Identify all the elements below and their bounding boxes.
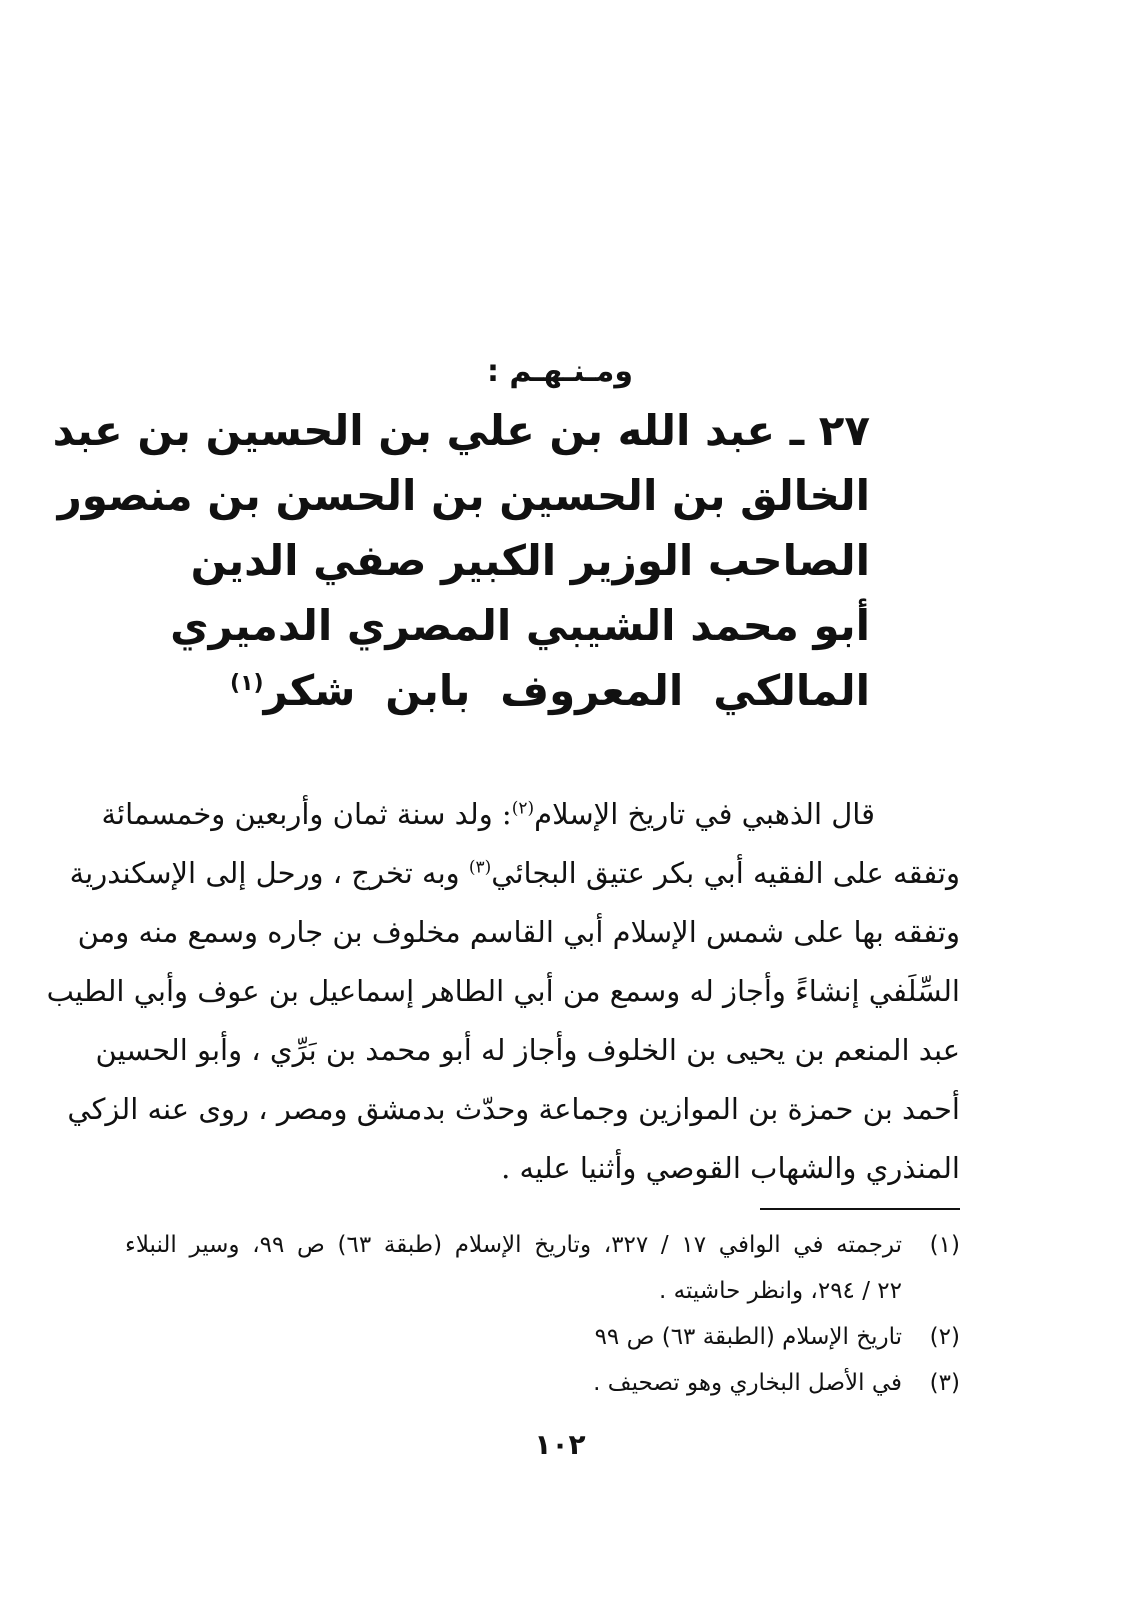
- body-text-segment: : ولد سنة ثمان وأربعين وخمسمائة: [101, 797, 512, 831]
- body-paragraph: [46, 785, 960, 1198]
- entry-heading-line: الصاحب الوزير الكبير صفي الدين: [190, 536, 870, 585]
- body-text-segment: وبه تخرج ، ورحل إلى الإسكندرية: [69, 856, 469, 890]
- footnote-line: ترجمته في الوافي ١٧ / ٣٢٧، وتاريخ الإسلام (طبقة ٦٣) ص ٩٩، وسير النبلاء: [125, 1232, 903, 1258]
- entry-heading-line-last: [230, 658, 870, 723]
- section-intro: ومـنـهـم :: [486, 354, 633, 389]
- body-line: السِّلَفي إنشاءً وأجاز له وسمع من أبي الطاهر إسماعيل بن عوف وأبي الطيب: [46, 974, 960, 1008]
- body-line: أحمد بن حمزة بن الموازين وجماعة وحدّث بدمشق ومصر ، روى عنه الزكي: [67, 1092, 960, 1126]
- footnotes: [125, 1222, 960, 1406]
- footnote-number: (١): [929, 1232, 960, 1258]
- body-text-segment: وتفقه على الفقيه أبي بكر عتيق البجائي: [491, 856, 960, 890]
- footnote-number: (٣): [929, 1370, 960, 1396]
- entry-heading: [52, 398, 870, 723]
- footnote-text: [125, 1360, 902, 1406]
- page-number: ١٠٢: [534, 1428, 586, 1461]
- footnote-divider: [760, 1208, 960, 1210]
- footnote: [125, 1222, 960, 1314]
- footnote-line: في الأصل البخاري وهو تصحيف .: [593, 1370, 902, 1396]
- footnote-number: (٢): [929, 1324, 960, 1350]
- entry-heading-line: أبو محمد الشيبي المصري الدميري: [170, 601, 870, 650]
- footnote-line: تاريخ الإسلام (الطبقة ٦٣) ص ٩٩: [594, 1324, 902, 1350]
- footnote: [125, 1314, 960, 1360]
- body-line: [101, 785, 960, 844]
- footnote-ref: (١): [230, 671, 264, 696]
- body-line: عبد المنعم بن يحيى بن الخلوف وأجاز له أبو محمد بن بَرِّي ، وأبو الحسين: [95, 1033, 960, 1067]
- entry-heading-text: المالكي المعروف بابن شكر: [263, 666, 870, 715]
- entry-heading-line: الخالق بن الحسين بن الحسن بن منصور: [57, 471, 870, 520]
- entry-heading-line: ٢٧ ـ عبد الله بن علي بن الحسين بن عبد: [52, 406, 870, 455]
- footnote-ref: (٣): [468, 857, 492, 878]
- footnote-line: ٢٢ / ٢٩٤، وانظر حاشيته .: [659, 1278, 902, 1304]
- footnote-text: [125, 1222, 902, 1314]
- body-text-segment: قال الذهبي في تاريخ الإسلام: [534, 797, 875, 831]
- body-line: [69, 844, 960, 903]
- footnote-ref: (٢): [511, 798, 535, 819]
- body-line: المنذري والشهاب القوصي وأثنيا عليه .: [501, 1151, 960, 1185]
- body-line: وتفقه بها على شمس الإسلام أبي القاسم مخلوف بن جاره وسمع منه ومن: [77, 915, 960, 949]
- footnote-text: [125, 1314, 902, 1360]
- footnote: [125, 1360, 960, 1406]
